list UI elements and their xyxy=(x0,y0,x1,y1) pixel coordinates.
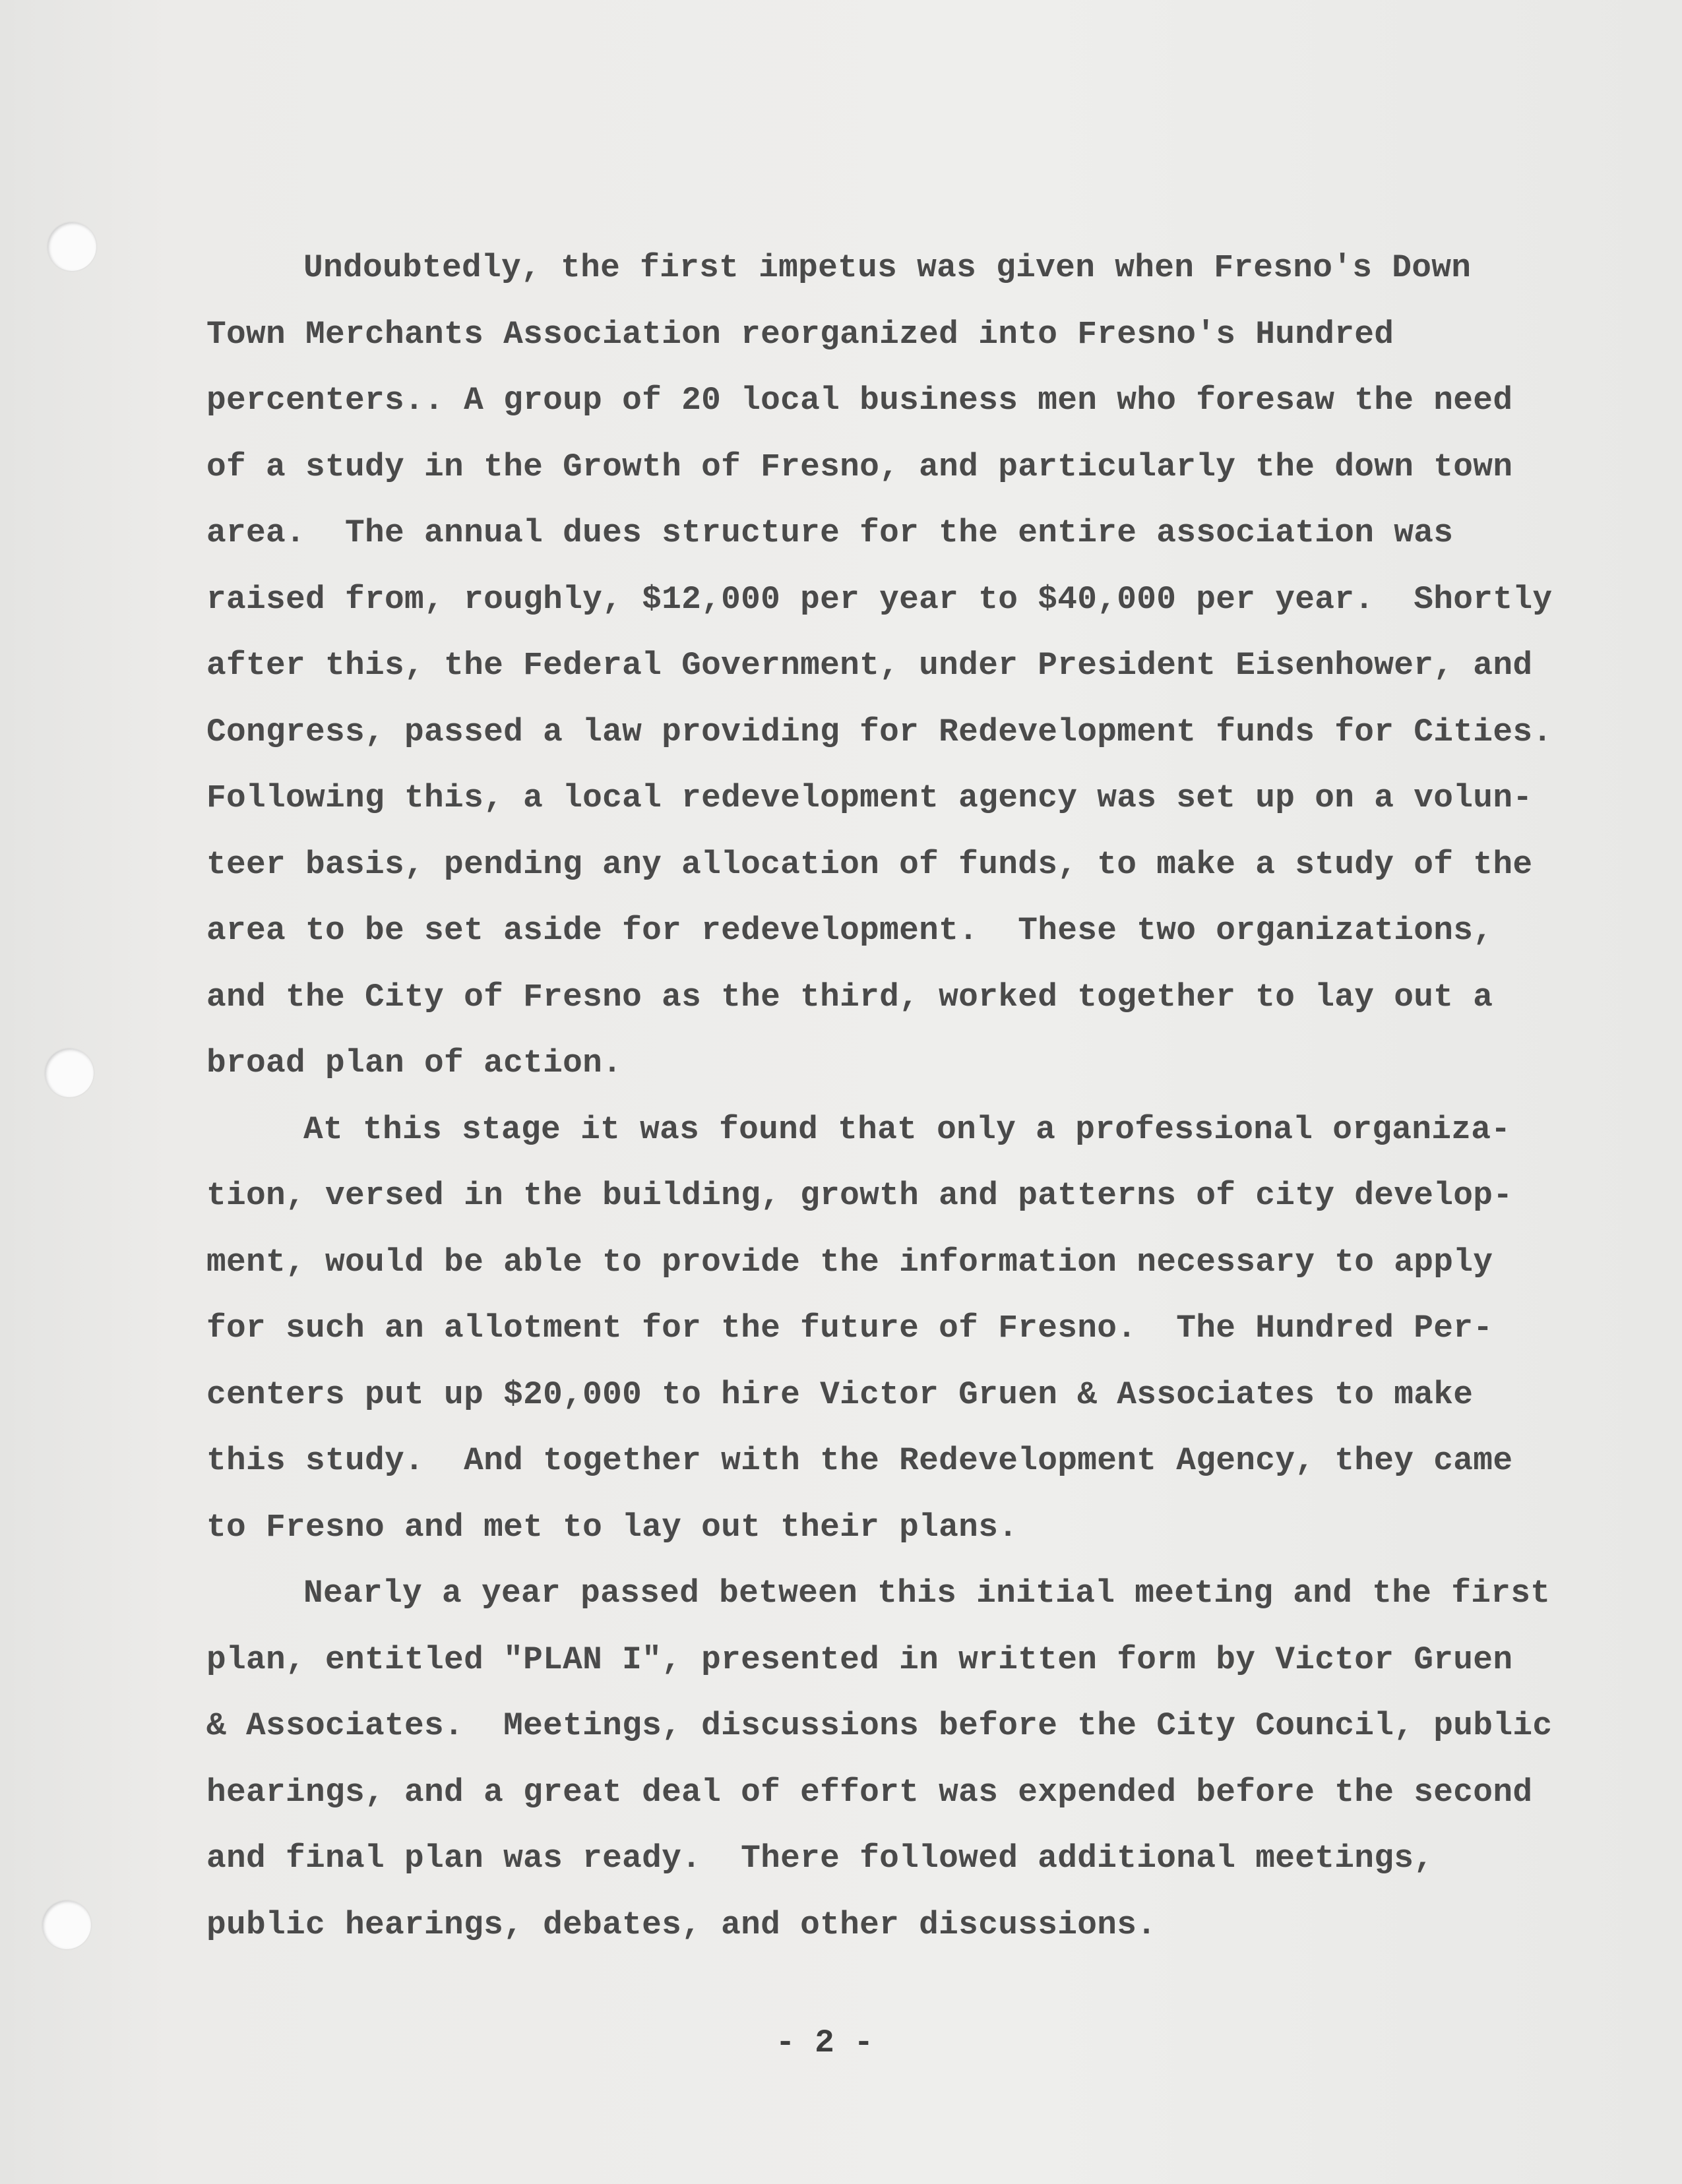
text-line: broad plan of action. xyxy=(206,1045,623,1081)
text-line: to Fresno and met to lay out their plans. xyxy=(206,1508,1018,1546)
text-line: teer basis, pending any allocation of funds, to make a study of the xyxy=(206,845,1533,883)
text-line: Undoubtedly, the first impetus was given when Fresno's Down xyxy=(303,249,1472,286)
text-line: Congress, passed a law providing for Redevelopment funds for Cities. xyxy=(206,713,1553,750)
text-line: of a study in the Growth of Fresno, and particularly the down town xyxy=(206,448,1513,485)
punch-hole xyxy=(42,1900,91,1949)
text-line: for such an allotment for the future of Fresno. The Hundred Per- xyxy=(206,1310,1493,1347)
text-line: Following this, a local redevelopment agency was set up on a volun- xyxy=(206,779,1533,816)
text-line: area to be set aside for redevelopment. These two organizations, xyxy=(206,912,1493,949)
text-line: this study. And together with the Redevelopment Agency, they came xyxy=(206,1442,1513,1479)
text-line: raised from, roughly, $12,000 per year to $40,000 per year. Shortly xyxy=(206,580,1553,618)
text-line: tion, versed in the building, growth and patterns of city develop- xyxy=(206,1177,1513,1214)
punch-hole xyxy=(45,1048,94,1097)
punch-hole xyxy=(47,222,96,271)
text-line: Nearly a year passed between this initial meeting and the first xyxy=(303,1575,1551,1612)
text-line: plan, entitled "PLAN I", presented in written form by Victor Gruen xyxy=(206,1641,1513,1678)
text-line: ment, would be able to provide the information necessary to apply xyxy=(206,1243,1493,1281)
text-line: & Associates. Meetings, discussions before the City Council, public xyxy=(206,1707,1553,1744)
text-line: At this stage it was found that only a professional organiza- xyxy=(303,1110,1511,1148)
body-text xyxy=(206,235,1552,1958)
text-line: and final plan was ready. There followed additional meetings, xyxy=(206,1840,1434,1877)
text-line: hearings, and a great deal of effort was expended before the second xyxy=(206,1773,1533,1811)
text-line: public hearings, debates, and other discussions. xyxy=(206,1906,1157,1943)
text-line: and the City of Fresno as the third, worked together to lay out a xyxy=(206,978,1493,1016)
text-line: centers put up $20,000 to hire Victor Gruen & Associates to make xyxy=(206,1376,1474,1413)
text-line: Town Merchants Association reorganized into Fresno's Hundred xyxy=(206,315,1394,353)
text-line: percenters.. A group of 20 local business men who foresaw the need xyxy=(206,382,1513,419)
text-line: area. The annual dues structure for the entire association was xyxy=(206,514,1454,551)
text-line: after this, the Federal Government, under President Eisenhower, and xyxy=(206,647,1533,684)
page-number: - 2 - xyxy=(775,2024,874,2061)
